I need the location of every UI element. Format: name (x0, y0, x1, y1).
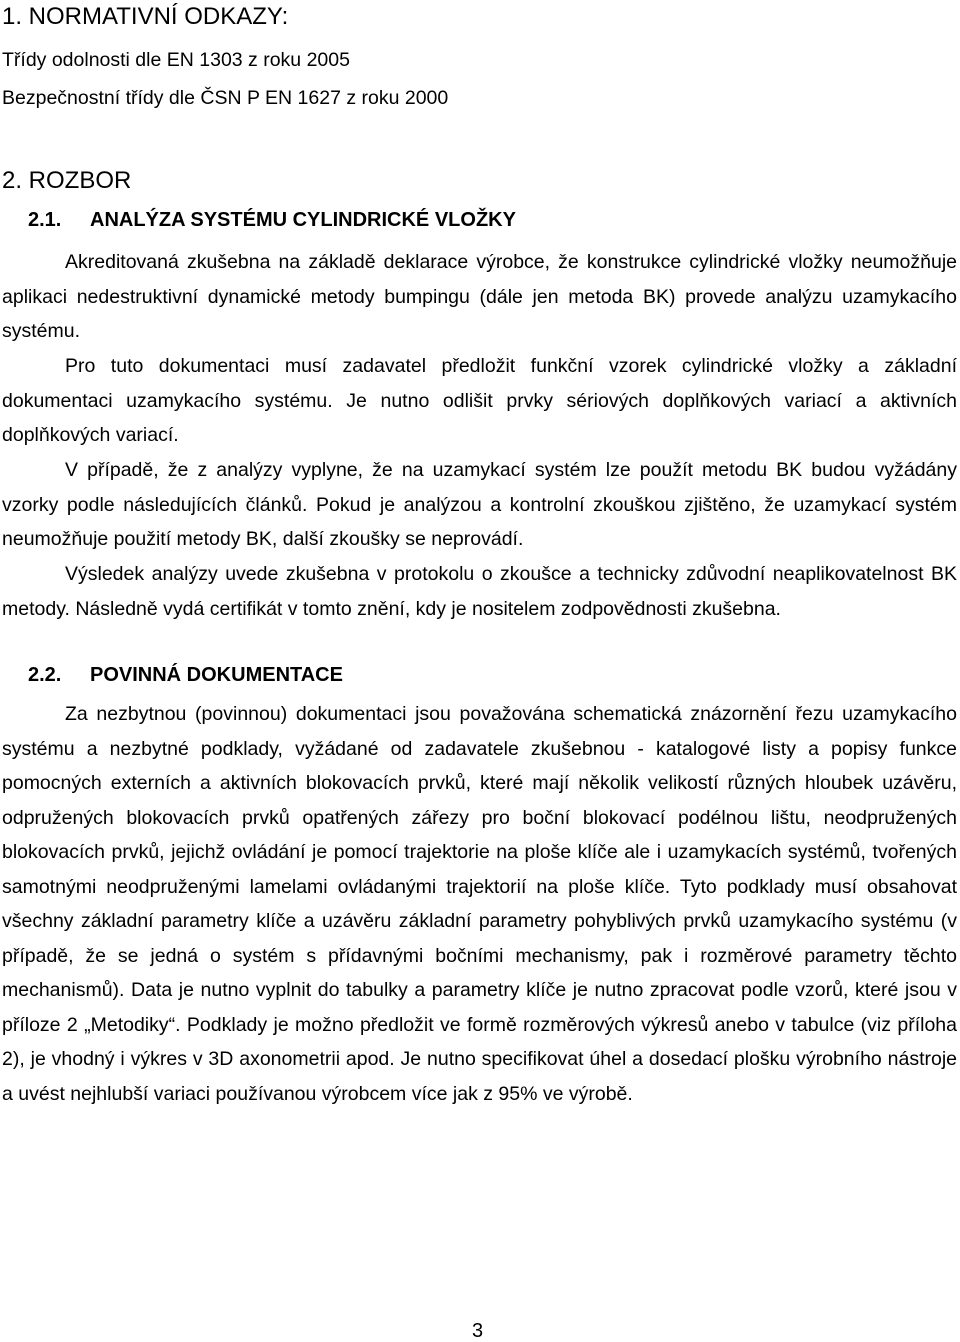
normative-line-1: Třídy odolnosti dle EN 1303 z roku 2005 (2, 49, 350, 71)
heading-analysis: 2. ROZBOR (2, 167, 132, 194)
analysis-paragraph-3: V případě, že z analýzy vyplyne, že na uzamykací systém lze použít metodu BK budou vyžádány vzorky podle následujících článků. Pokud je analýzou a kontrolní zkouškou zjištěno, že uzamykací systém neumožňuje použití metody BK, další zkoušky se neprovádí. (2, 459, 957, 550)
subheading-analysis-system (28, 207, 516, 233)
subheading-title: POVINNÁ DOKUMENTACE (90, 664, 343, 686)
subheading-number: 2.2. (28, 664, 62, 686)
normative-line-2: Bezpečnostní třídy dle ČSN P EN 1627 z roku 2000 (2, 87, 449, 109)
subheading-title: ANALÝZA SYSTÉMU CYLINDRICKÉ VLOŽKY (90, 209, 516, 231)
analysis-paragraph-4: Výsledek analýzy uvede zkušebna v protokolu o zkoušce a technicky zdůvodní neaplikovatelnost BK metody. Následně vydá certifikát v tomto znění, kdy je nositelem zodpovědnosti zkušebna. (2, 563, 957, 620)
page-number: 3 (472, 1320, 484, 1342)
heading-normative-references: 1. NORMATIVNÍ ODKAZY: (2, 3, 289, 30)
analysis-paragraph-1: Akreditovaná zkušebna na základě deklarace výrobce, že konstrukce cylindrické vložky neumožňuje aplikaci nedestruktivní dynamické metody bumpingu (dále jen metoda BK) provede analýzu uzamykacího systému. (2, 251, 957, 342)
documentation-paragraph: Za nezbytnou (povinnou) dokumentaci jsou považována schematická znázornění řezu uzamykacího systému a nezbytné podklady, vyžádané od zadavatele zkušebnou - katalogové listy a popisy funkce pomocných externích a aktivních blokovacích prvků, které mají několik velikostí různých hloubek uzávěru, odpružených blokovacích prvků opatřených zářezy pro boční blokovací podélnou lištu, neodpružených blokovacích prvků, jejichž ovládání je pomocí trajektorie na ploše klíče ale i uzamykacích systémů, tvořených samotnými neodpruženými lamelami ovládanými trajektorií na ploše klíče. Tyto podklady musí obsahovat všechny základní parametry klíče a uzávěru základní parametry pohyblivých prvků uzamykacího systému (v případě, že se jedná o systém s přídavnými bočními mechanismy, pak i rozměrové parametry těchto mechanismů). Data je nutno vyplnit do tabulky a parametry klíče je nutno zpracovat podle vzorů, které jsou v příloze 2 „Metodiky“. Podklady je možno předložit ve formě rozměrových výkresů anebo v tabulce (viz příloha 2), je vhodný i výkres v 3D axonometrii apod. Je nutno specifikovat úhel a dosedací plošku výrobního nástroje a uvést nejhlubší variaci používanou výrobcem více jak z 95% ve výrobě. (2, 703, 957, 1105)
analysis-paragraph-2: Pro tuto dokumentaci musí zadavatel předložit funkční vzorek cylindrické vložky a základní dokumentaci uzamykacího systému. Je nutno odlišit prvky sériových doplňkových variací a aktivních doplňkových variací. (2, 355, 957, 446)
subheading-number: 2.1. (28, 209, 62, 231)
subheading-mandatory-documentation (28, 662, 343, 688)
